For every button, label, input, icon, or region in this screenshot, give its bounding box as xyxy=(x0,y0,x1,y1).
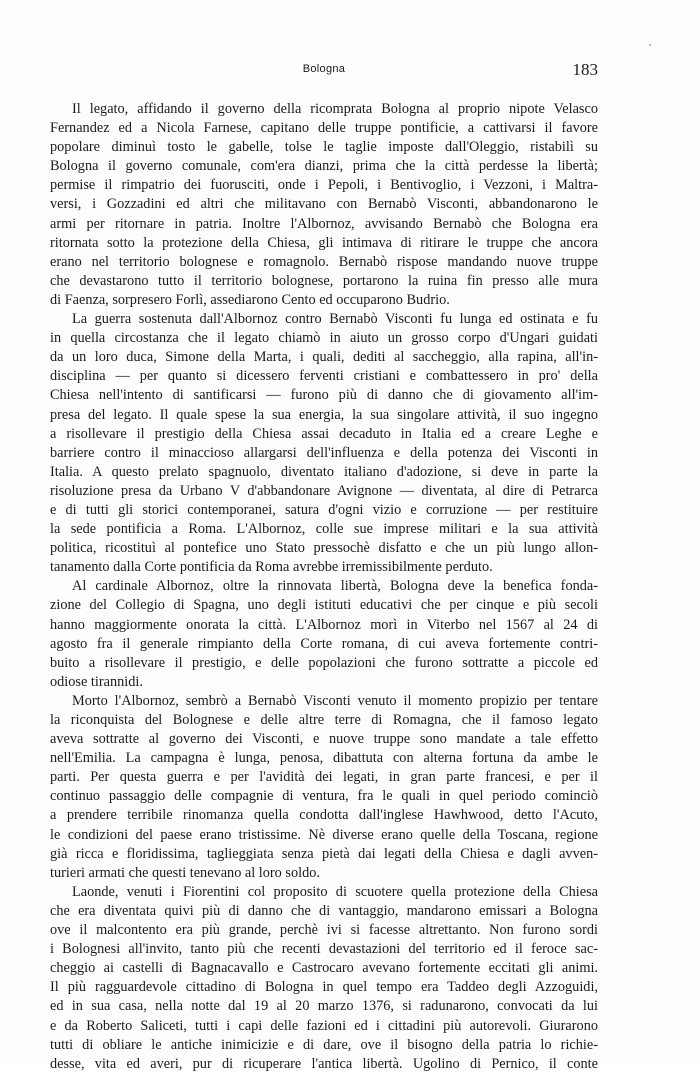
text-line: Italia. A questo prelato spagnuolo, diventato italiano d'adozione, si deve in parte la xyxy=(50,463,598,480)
text-line: buito a risollevare il prestigio, e delle popolazioni che furono sottratte a piccole ed xyxy=(50,654,598,671)
page-number: 183 xyxy=(572,60,598,79)
text-line: La guerra sostenuta dall'Albornoz contro Bernabò Visconti fu lunga ed ostinata e fu xyxy=(72,311,598,328)
text-line: ritornata sotto la protezione della Chiesa, gli intimava di ritirare le truppe che ancora xyxy=(50,234,598,251)
text-line: barriere contro il minaccioso allargarsi dell'influenza e della potenza dei Visconti in xyxy=(50,444,598,461)
text-line: da un loro duca, Simone della Marta, i quali, dediti al saccheggio, alla rapina, all'in- xyxy=(50,349,598,366)
text-line: che era diventata quivi più di danno che di vantaggio, mandarono emissari a Bologna xyxy=(50,902,598,919)
text-line: la sede pontificia a Roma. L'Albornoz, colle sue imprese militari e la sua attività xyxy=(50,521,598,538)
text-line: risoluzione presa da Urbano V d'abbandonare Avignone — diventata, al dire di Petrarca xyxy=(50,482,598,499)
text-line: politica, ricostituì al pontefice uno Stato pressochè disfatto e che un più lungo allon- xyxy=(50,540,598,557)
text-line: in quella circostanza che il legato chiamò in aiuto un grosso corpo d'Ungari guidati xyxy=(50,330,598,347)
text-line: permise il rimpatrio dei fuorusciti, onde i Pepoli, i Bentivoglio, i Vezzoni, i Maltra- xyxy=(50,177,598,194)
text-line: Fernandez ed a Nicola Farnese, capitano delle truppe pontificie, a cattivarsi il favore xyxy=(50,120,598,137)
text-line: di Faenza, sorpresero Forlì, assediarono Cento ed occuparono Budrio. xyxy=(50,291,450,308)
text-line: erano nel territorio bolognese e romagnolo. Bernabò rispose mandando nuove truppe xyxy=(50,253,598,270)
text-line: odiose tirannidi. xyxy=(50,673,143,690)
text-line: e di tutti gli storici contemporanei, satura d'ogni vizio e corruzione — per restituire xyxy=(50,501,598,518)
text-line: versi, i Gozzadini ed altri che militavano con Bernabò Visconti, abbandonarono le xyxy=(50,196,598,213)
text-line: a risollevare il prestigio della Chiesa assai decaduto in Italia ed a creare Leghe e xyxy=(50,425,598,442)
text-line: Chiesa nell'intento di santificarsi — furono più di danno che di giovamento all'im- xyxy=(50,387,598,404)
text-line: Al cardinale Albornoz, oltre la rinnovata libertà, Bologna deve la benefica fonda- xyxy=(72,578,598,595)
text-line: disciplina — per quanto si dicessero ferventi cristiani e combattessero in pro' della xyxy=(50,368,598,385)
running-title: Bologna xyxy=(302,63,346,75)
text-line: popolare diminuì tosto le gabelle, tolse le taglie imposte dall'Oleggio, ristabilì su xyxy=(50,139,598,156)
text-line: continuo passaggio delle compagnie di ventura, fra le quali in quel periodo cominciò xyxy=(50,788,598,805)
text-line: Il più ragguardevole cittadino di Bologna in quel tempo era Taddeo degli Azzoguidi, xyxy=(50,979,598,996)
text-line: parti. Per questa guerra e per l'avidità dei legati, in gran parte francesi, e per il xyxy=(50,769,598,786)
text-line: cheggio ai castelli di Bagnacavallo e Castrocaro avevano fortemente eccitati gli animi. xyxy=(50,960,598,977)
text-line: i Bolognesi all'invito, tanto più che recenti devastazioni del territorio ed il feroce sac- xyxy=(50,941,598,958)
text-line: nell'Emilia. La campagna è lunga, penosa, dibattuta con alterna fortuna da ambe le xyxy=(50,750,598,767)
text-line: armi per ritornare in patria. Inoltre l'Albornoz, avvisando Bernabò che Bologna era xyxy=(50,215,598,232)
text-line: e da Roberto Saliceti, tutti i capi delle fazioni ed i cittadini più autorevoli. Giurarono xyxy=(50,1017,598,1034)
text-line: la riconquista del Bolognese e delle altre terre di Romagna, che il famoso legato xyxy=(50,712,598,728)
text-line: hanno maggiormente onorata la città. L'Albornoz morì in Viterbo nel 1567 al 24 di xyxy=(50,616,598,633)
text-line: zione del Collegio di Spagna, uno degli istituti educativi che per cinque e più secoli xyxy=(50,597,598,614)
text-line: aveva sottratte al governo dei Visconti, e nuove truppe sono mandate a tale effetto xyxy=(50,731,598,748)
margin-speck xyxy=(649,44,651,46)
text-line: tutti di obliare le antiche inimicizie e di dare, ove il bisogno della patria lo richie- xyxy=(50,1036,598,1053)
body-text xyxy=(50,100,598,1074)
text-line: agosto fra il generale rimpianto della Corte romana, di cui aveva fortemente contri- xyxy=(50,635,598,652)
text-line: tanamento dalla Corte pontificia da Roma avrebbe irremissibilmente perduto. xyxy=(50,559,493,576)
text-line: ove il malcontento era più grande, perchè ivi si facesse altrettanto. Non furono sordi xyxy=(50,922,598,939)
text-line: turieri armati che questi tenevano al loro soldo. xyxy=(50,864,320,881)
text-line: già ricca e floridissima, taglieggiata senza pietà dai legati della Chiesa e dagli avven- xyxy=(50,845,598,862)
text-line: Morto l'Albornoz, sembrò a Bernabò Visconti venuto il momento propizio per tentare xyxy=(72,692,598,709)
running-header xyxy=(50,60,598,80)
text-line: che devastarono tutto il territorio bolognese, portarono la ruina fin presso alle mura xyxy=(50,272,598,289)
text-line: a prendere terribile rinomanza quella condotta dall'inglese Hawhwood, detto l'Acuto, xyxy=(50,807,598,824)
text-line: desse, vita ed averi, pur di ricuperare l'antica libertà. Ugolino di Pernico, il conte xyxy=(50,1055,598,1072)
text-line: presa del legato. Il quale spese la sua energia, la sua singolare attività, il suo ingegno xyxy=(50,406,598,423)
text-line: Bologna il governo comunale, com'era dianzi, prima che la città perdesse la libertà; xyxy=(50,158,598,175)
text-line: Il legato, affidando il governo della ricomprata Bologna al proprio nipote Velasco xyxy=(72,101,598,117)
text-line: ed in sua casa, nella notte dal 19 al 20 marzo 1376, si radunarono, convocati da lui xyxy=(50,998,598,1015)
text-line: le condizioni del paese erano tristissime. Nè diverse erano quelle della Toscana, regione xyxy=(50,826,598,843)
text-line: Laonde, venuti i Fiorentini col proposito di scuotere quella protezione della Chiesa xyxy=(72,883,598,900)
